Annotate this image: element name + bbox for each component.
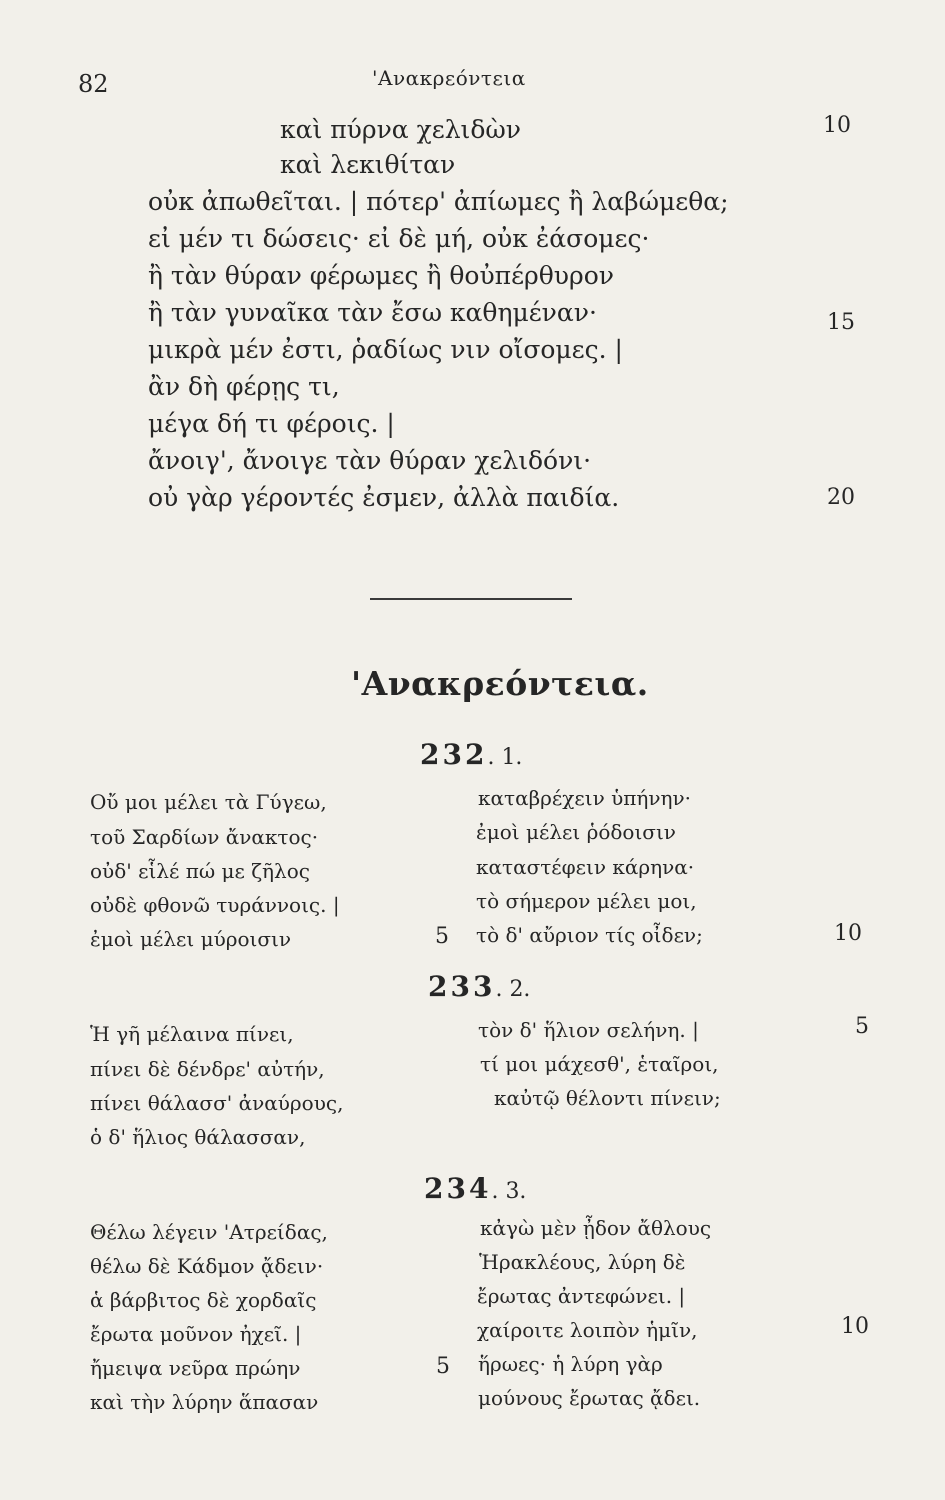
poem-line-left: ἔρωτα μοῦνον ἠχεῖ. | bbox=[90, 1322, 302, 1346]
line-number: 20 bbox=[827, 485, 855, 510]
poem-line-right: τί μοι μάχεσθ', ἑταῖροι, bbox=[480, 1052, 719, 1076]
poem-subnumber: . 3. bbox=[491, 1179, 527, 1204]
poem-line-right: τὸ σήμερον μέλει μοι, bbox=[476, 889, 697, 913]
poem-line-left: οὐδ' εἷλέ πώ με ζῆλος bbox=[90, 859, 310, 883]
fragment-line: μικρὰ μέν ἐστι, ῥαδίως νιν οἴσομες. | bbox=[148, 335, 623, 364]
poem-heading bbox=[424, 1172, 526, 1205]
poem-line-left: οὐδὲ φθονῶ τυράννοις. | bbox=[90, 893, 340, 917]
poem-number: 232 bbox=[420, 738, 488, 771]
poem-line-right: ἔρωτας ἀντεφώνει. | bbox=[477, 1284, 686, 1308]
poem-line-left: Ἡ γῆ μέλαινα πίνει, bbox=[90, 1022, 294, 1046]
poem-line-right: ἥρωες· ἡ λύρη γὰρ bbox=[478, 1352, 663, 1376]
poem-heading bbox=[420, 738, 522, 771]
poem-line-left: Οὔ μοι μέλει τὰ Γύγεω, bbox=[90, 790, 327, 814]
line-number: 10 bbox=[841, 1314, 869, 1339]
line-number: 5 bbox=[435, 924, 449, 949]
fragment-line: ἢ τὰν θύραν φέρωμες ἢ θοὐπέρθυρον bbox=[148, 261, 614, 290]
fragment-line: οὐ γὰρ γέροντές ἐσμεν, ἀλλὰ παιδία. bbox=[148, 483, 620, 512]
poem-line-left: ἤμειψα νεῦρα πρώην bbox=[90, 1356, 301, 1380]
poem-line-right: ἐμοὶ μέλει ῥόδοισιν bbox=[476, 820, 676, 844]
poem-line-right: κἀγὼ μὲν ᾖδον ἄθλους bbox=[480, 1216, 712, 1240]
poem-line-left: θέλω δὲ Κάδμον ᾄδειν· bbox=[90, 1254, 324, 1278]
poem-subnumber: . 1. bbox=[487, 745, 523, 770]
fragment-line: καὶ λεκιθίταν bbox=[280, 150, 456, 179]
line-number: 10 bbox=[834, 921, 862, 946]
poem-line-right: χαίροιτε λοιπὸν ἡμῖν, bbox=[477, 1318, 698, 1342]
poem-line-right: καταβρέχειν ὑπήνην· bbox=[478, 786, 692, 810]
poem-line-left: πίνει θάλασσ' ἀναύρους, bbox=[90, 1091, 344, 1115]
section-title: 'Ανακρεόντεια. bbox=[351, 664, 649, 703]
poem-line-left: ὁ δ' ἥλιος θάλασσαν, bbox=[90, 1125, 306, 1149]
poem-number: 233 bbox=[428, 970, 496, 1003]
line-number: 10 bbox=[823, 113, 851, 138]
poem-line-right: Ἡρακλέους, λύρη δὲ bbox=[479, 1250, 686, 1274]
line-number: 5 bbox=[855, 1014, 869, 1039]
poem-line-right: τὸ δ' αὔριον τίς οἶδεν; bbox=[476, 923, 703, 947]
poem-number: 234 bbox=[424, 1172, 492, 1205]
fragment-line: οὐκ ἀπωθεῖται. | πότερ' ἀπίωμες ἢ λαβώμεθα; bbox=[148, 187, 729, 216]
fragment-line: ἂν δὴ φέρῃς τι, bbox=[148, 372, 340, 401]
fragment-line: εἰ μέν τι δώσεις· εἰ δὲ μή, οὐκ ἐάσομες· bbox=[148, 224, 650, 253]
line-number: 5 bbox=[436, 1354, 450, 1379]
poem-line-right: μούνους ἔρωτας ᾄδει. bbox=[478, 1386, 701, 1410]
poem-subnumber: . 2. bbox=[495, 977, 531, 1002]
poem-line-left: ἁ βάρβιτος δὲ χορδαῖς bbox=[90, 1288, 317, 1312]
running-title: 'Ανακρεόντεια bbox=[372, 66, 526, 90]
section-divider bbox=[370, 598, 572, 600]
fragment-line: μέγα δή τι φέροις. | bbox=[148, 409, 395, 438]
poem-heading bbox=[428, 970, 530, 1003]
poem-line-right: καὐτῷ θέλοντι πίνειν; bbox=[494, 1086, 721, 1110]
poem-line-left: καὶ τὴν λύρην ἅπασαν bbox=[90, 1390, 319, 1414]
fragment-line: καὶ πύρνα χελιδὼν bbox=[280, 115, 521, 144]
poem-line-left: τοῦ Σαρδίων ἄνακτος· bbox=[90, 825, 319, 849]
poem-line-right: τὸν δ' ἥλιον σελήνη. | bbox=[478, 1018, 699, 1042]
poem-line-left: Θέλω λέγειν 'Ατρείδας, bbox=[90, 1220, 328, 1244]
line-number: 15 bbox=[827, 310, 855, 335]
page-number: 82 bbox=[78, 70, 109, 98]
poem-line-left: πίνει δὲ δένδρε' αὐτήν, bbox=[90, 1057, 325, 1081]
poem-line-right: καταστέφειν κάρηνα· bbox=[476, 855, 695, 879]
fragment-line: ἢ τὰν γυναῖκα τὰν ἔσω καθημέναν· bbox=[148, 298, 597, 327]
fragment-line: ἄνοιγ', ἄνοιγε τὰν θύραν χελιδόνι· bbox=[148, 446, 592, 475]
poem-line-left: ἐμοὶ μέλει μύροισιν bbox=[90, 927, 292, 951]
